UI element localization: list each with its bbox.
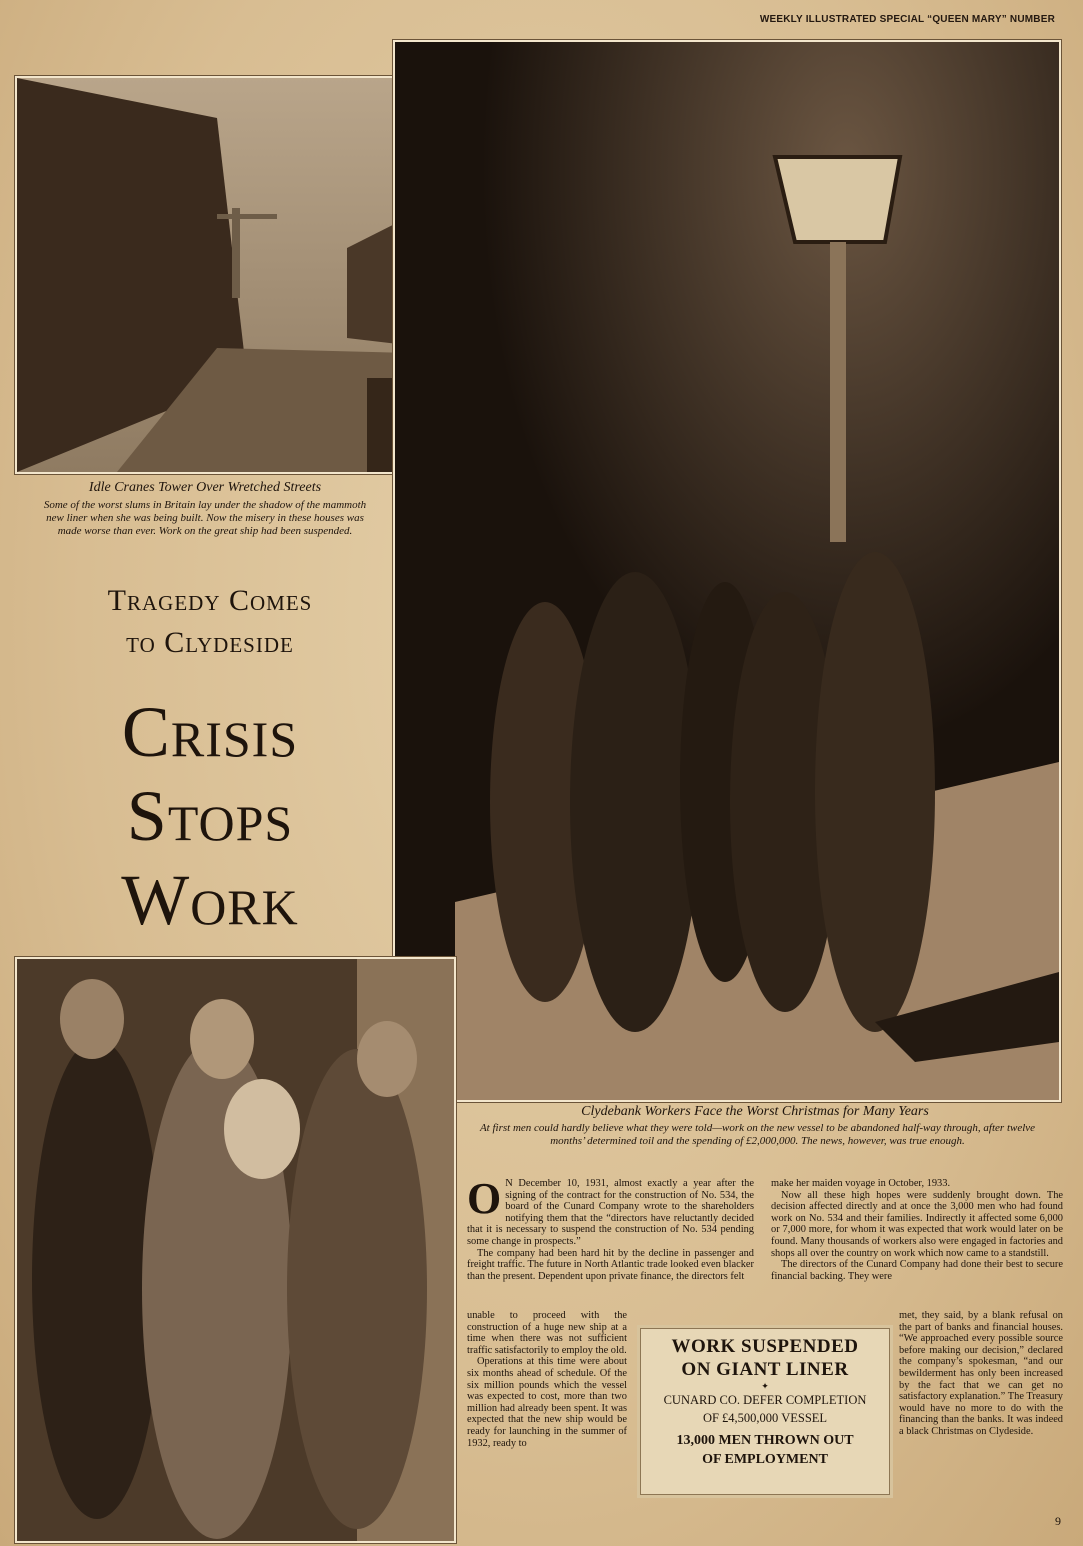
headline-line-1: Crisis xyxy=(121,692,299,772)
article-paragraph-3: Operations at this time were about six months ahead of schedule. Of the six million pounds which the vessel was expected to cost, more than two million had already been spent. It was expected that the new ship would be ready for launching in the summer of 1932, ready to xyxy=(467,1356,627,1449)
article-paragraph-2: The company had been hard hit by the decline in passenger and freight traffic. The future in North Atlantic trade looked even blacker than the present. Dependent upon private finance, the directors felt xyxy=(467,1247,754,1282)
photo2-caption-text: At first men could hardly believe what they were told—work on the new vessel to be abandoned half-way through, after twelve months’ determined toil and the spending of £2,000,000. The news, however, was true enough. xyxy=(479,1122,1036,1147)
kicker-line-1: Tragedy Comes xyxy=(107,584,313,617)
article-column-2 xyxy=(771,1178,1063,1282)
cutting-separator-icon: ✦ xyxy=(761,1381,769,1391)
page-number: 9 xyxy=(1055,1514,1061,1528)
cutting-line-3: CUNARD CO. DEFER COMPLETION xyxy=(663,1393,867,1407)
cutting-line-2: ON GIANT LINER xyxy=(681,1359,849,1380)
article-column-2-narrow xyxy=(899,1310,1063,1438)
workers-image xyxy=(395,42,1059,1100)
article-paragraph-6: The directors of the Cunard Company had done their best to secure financial backing. They were xyxy=(771,1259,1063,1282)
article-paragraph-6-continued: met, they said, by a blank refusal on the part of banks and financial houses. “We approached every possible source before making our decision,” declared the company’s spokesman, “and our bewilderment has only been increased by the fact that we can get no satisfactory explanation.” The Treasury would have no more to do with the financing than the banks. It was indeed a black Christmas on Clydeside. xyxy=(899,1310,1063,1437)
article-paragraph-2-continued: unable to proceed with the construction of a huge new ship at a time when there was not sufficient traffic satisfactorily to employ the old. xyxy=(467,1310,627,1356)
photo-women-with-baby xyxy=(15,957,456,1543)
cutting-line-6: OF EMPLOYMENT xyxy=(702,1452,828,1467)
article-dropcap: O xyxy=(467,1174,502,1223)
newspaper-cutting xyxy=(640,1328,890,1495)
article-paragraph-1: N December 10, 1931, almost exactly a year after the signing of the contract for the construction of No. 534, the board of the Cunard Company wrote to the shareholders notifying them that the “directors have reluctantly decided that it is necessary to suspend the construction of No. 534 pending some change in prospects.” xyxy=(467,1178,754,1247)
photo1-caption-title: Idle Cranes Tower Over Wretched Streets xyxy=(88,480,322,495)
kicker-line-2: to Clydeside xyxy=(126,626,294,659)
photo-clydebank-workers xyxy=(393,40,1061,1102)
photo1-caption-text: Some of the worst slums in Britain lay under the shadow of the mammoth new liner when she was being built. Now the misery in these houses was made worse than ever. Work on the great ship had been suspended. xyxy=(43,499,367,537)
running-head: WEEKLY ILLUSTRATED SPECIAL “QUEEN MARY” NUMBER xyxy=(759,14,1055,25)
article-paragraph-4: make her maiden voyage in October, 1933. xyxy=(771,1178,951,1189)
photo2-caption-title: Clydebank Workers Face the Worst Christmas for Many Years xyxy=(581,1104,929,1119)
article-column-1-narrow xyxy=(467,1310,627,1449)
cutting-line-5: 13,000 MEN THROWN OUT xyxy=(676,1433,854,1448)
article-paragraph-5: Now all these high hopes were suddenly brought down. The decision affected directly and at once the 3,000 men who had found work on No. 534 and their families. Indirectly it affected some 6,000 or 7,000 more, for whom it was expected that work would later on be found. Many thousands of workers also were engaged in factories and shops all over the country on work which now came to a standstill. xyxy=(771,1189,1063,1259)
headline-line-2: Stops xyxy=(126,776,294,856)
cutting-line-4: OF £4,500,000 VESSEL xyxy=(702,1411,828,1425)
cutting-line-1: WORK SUSPENDED xyxy=(671,1336,859,1357)
women-baby-image xyxy=(17,959,454,1541)
headline-line-3: Work xyxy=(121,860,299,940)
article-column-1 xyxy=(467,1174,754,1282)
